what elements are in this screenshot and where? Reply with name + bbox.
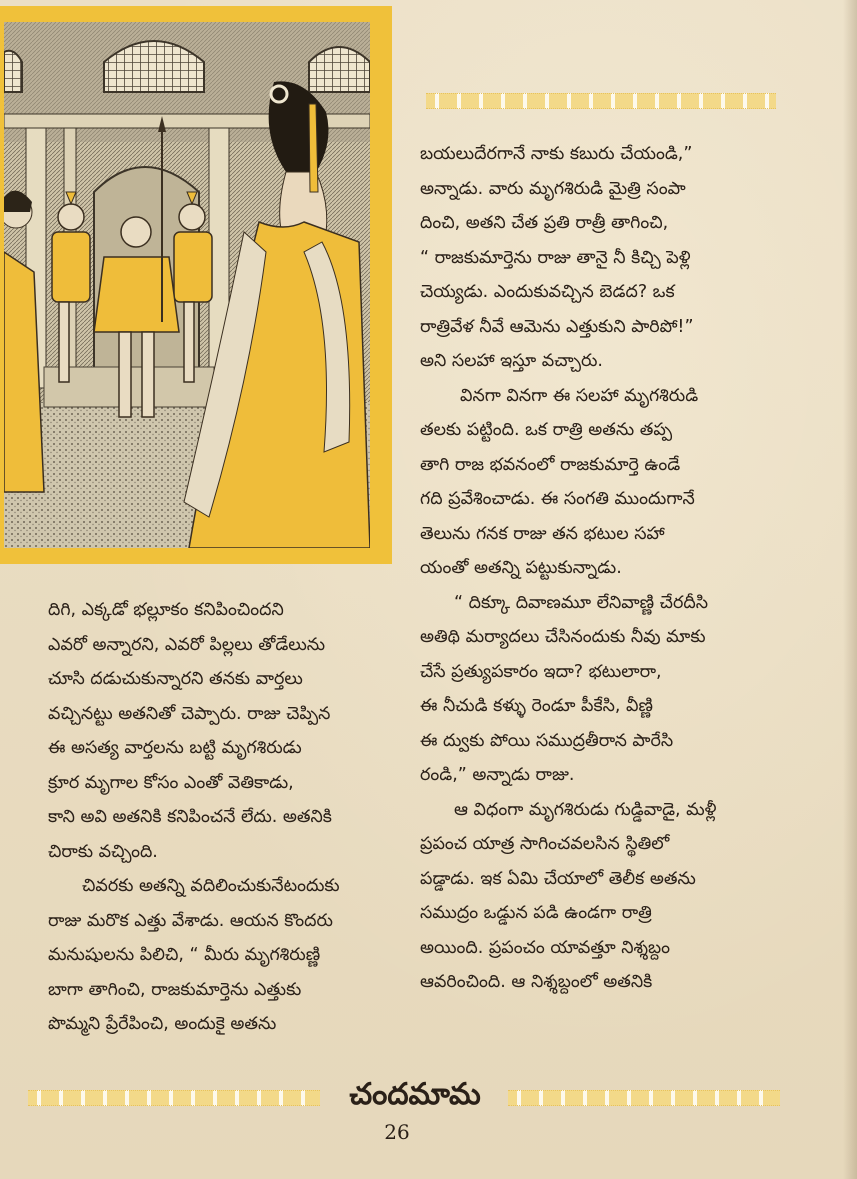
text-line: అని సలహా ఇస్తూ వచ్చారు. [420,351,603,371]
text-line: చెయ్యడు. ఎందుకువచ్చిన బెడద? ఒక [420,282,675,302]
court-scene-illustration [4,22,370,548]
text-line: ఆవరించింది. ఆ నిశ్శబ్దంలో అతనికి [420,972,653,992]
text-line: ఈ అసత్య వార్తలను బట్టి మృగశిరుడు [48,738,302,758]
text-line: దించి, అతని చేత ప్రతి రాత్రీ తాగించి, [420,213,669,233]
text-line: చిరాకు వచ్చింది. [48,841,158,862]
text-line: రండి,” అన్నాడు రాజు. [420,765,575,785]
ornament-band-bottom-left [28,1090,320,1106]
text-line: రాజు మరొక ఎత్తు వేశాడు. ఆయన కొందరు [48,910,333,931]
text-line: వచ్చినట్టు అతనితో చెప్పారు. రాజు చెప్పిన [48,703,331,724]
text-line: ఆ విధంగా మృగశిరుడు గుడ్డివాడై, మళ్లీ [454,799,717,820]
magazine-title: చందమామ [349,1077,481,1112]
text-line: వినగా వినగా ఈ సలహా మృగశిరుడి [460,385,699,406]
ornament-band-bottom-right [508,1090,780,1106]
text-line: తెలును గనక రాజు తన భటుల సహా [420,523,665,544]
text-line: చూసి దడుచుకున్నారని తనకు వార్తలు [48,669,303,689]
text-line: క్రూర మృగాల కోసం ఎంతో వెతికాడు, [48,772,294,793]
text-line: అతిథి మర్యాదలు చేసినందుకు నీవు మాకు [420,627,706,647]
text-line: యంతో అతన్ని పట్టుకున్నాడు. [420,558,622,578]
illustration-frame [0,6,392,564]
text-line: మనుషులను పిలిచి, “ మీరు మృగశిరుణ్ణి [48,945,321,965]
text-line: ఈ నీచుడి కళ్ళు రెండూ పీకేసి, వీణ్ణి [420,696,653,716]
text-line: పడ్డాడు. ఇక ఏమి చేయాలో తెలీక అతను [420,868,696,889]
text-line: చేసే ప్రత్యుపకారం ఇదా? భటులారా, [420,661,662,682]
ornament-band-top [426,93,776,109]
text-line: ప్రపంచ యాత్ర సాగించవలసిన స్థితిలో [420,834,670,854]
text-line: బయలుదేరగానే నాకు కబురు చేయండి,” [420,144,693,164]
text-line: తాగి రాజ భవనంలో రాజకుమార్తె ఉండే [420,454,681,475]
text-line: దిగి, ఎక్కడో భల్లూకం కనిపించిందని [48,600,284,620]
text-line: అయింది. ప్రపంచం యావత్తూ నిశ్శబ్దం [420,937,670,958]
text-line: అన్నాడు. వారు మృగశిరుడి మైత్రి సంపా [420,178,686,199]
page-number: 26 [384,1120,410,1144]
page-edge-shadow [843,0,857,1179]
text-line: బాగా తాగించి, రాజకుమార్తెను ఎత్తుకు [48,979,302,1000]
text-line: సముద్రం ఒడ్డున పడి ఉండగా రాత్రి [420,903,652,923]
text-line: తలకు పట్టింది. ఒక రాత్రి అతను తప్ప [420,420,673,440]
text-line: ఎవరో అన్నారని, ఎవరో పిల్లలు తోడేలును [48,634,326,655]
text-line: “ దిక్కూ దివాణమూ లేనివాణ్ణి చేరదీసి [454,592,708,613]
left-column-text [48,593,398,1042]
text-line: చివరకు అతన్ని వదిలించుకునేటందుకు [82,876,340,896]
text-line: రాత్రివేళ నీవే ఆమెను ఎత్తుకుని పారిపో!” [420,316,694,337]
text-line: గది ప్రవేశించాడు. ఈ సంగతి ముందుగానే [420,489,695,509]
text-line: పొమ్మని ప్రేరేపించి, అందుకై అతను [48,1014,277,1034]
text-line: “ రాజకుమార్తెను రాజు తానై నీ కిచ్చి పెళ్లి [420,247,691,268]
right-column-text [420,137,800,1000]
text-line: ఈ ద్వుకు పోయి సముద్రతీరాన పారేసి [420,730,674,751]
text-line: కాని అవి అతనికి కనిపించనే లేదు. అతనికి [48,807,332,827]
